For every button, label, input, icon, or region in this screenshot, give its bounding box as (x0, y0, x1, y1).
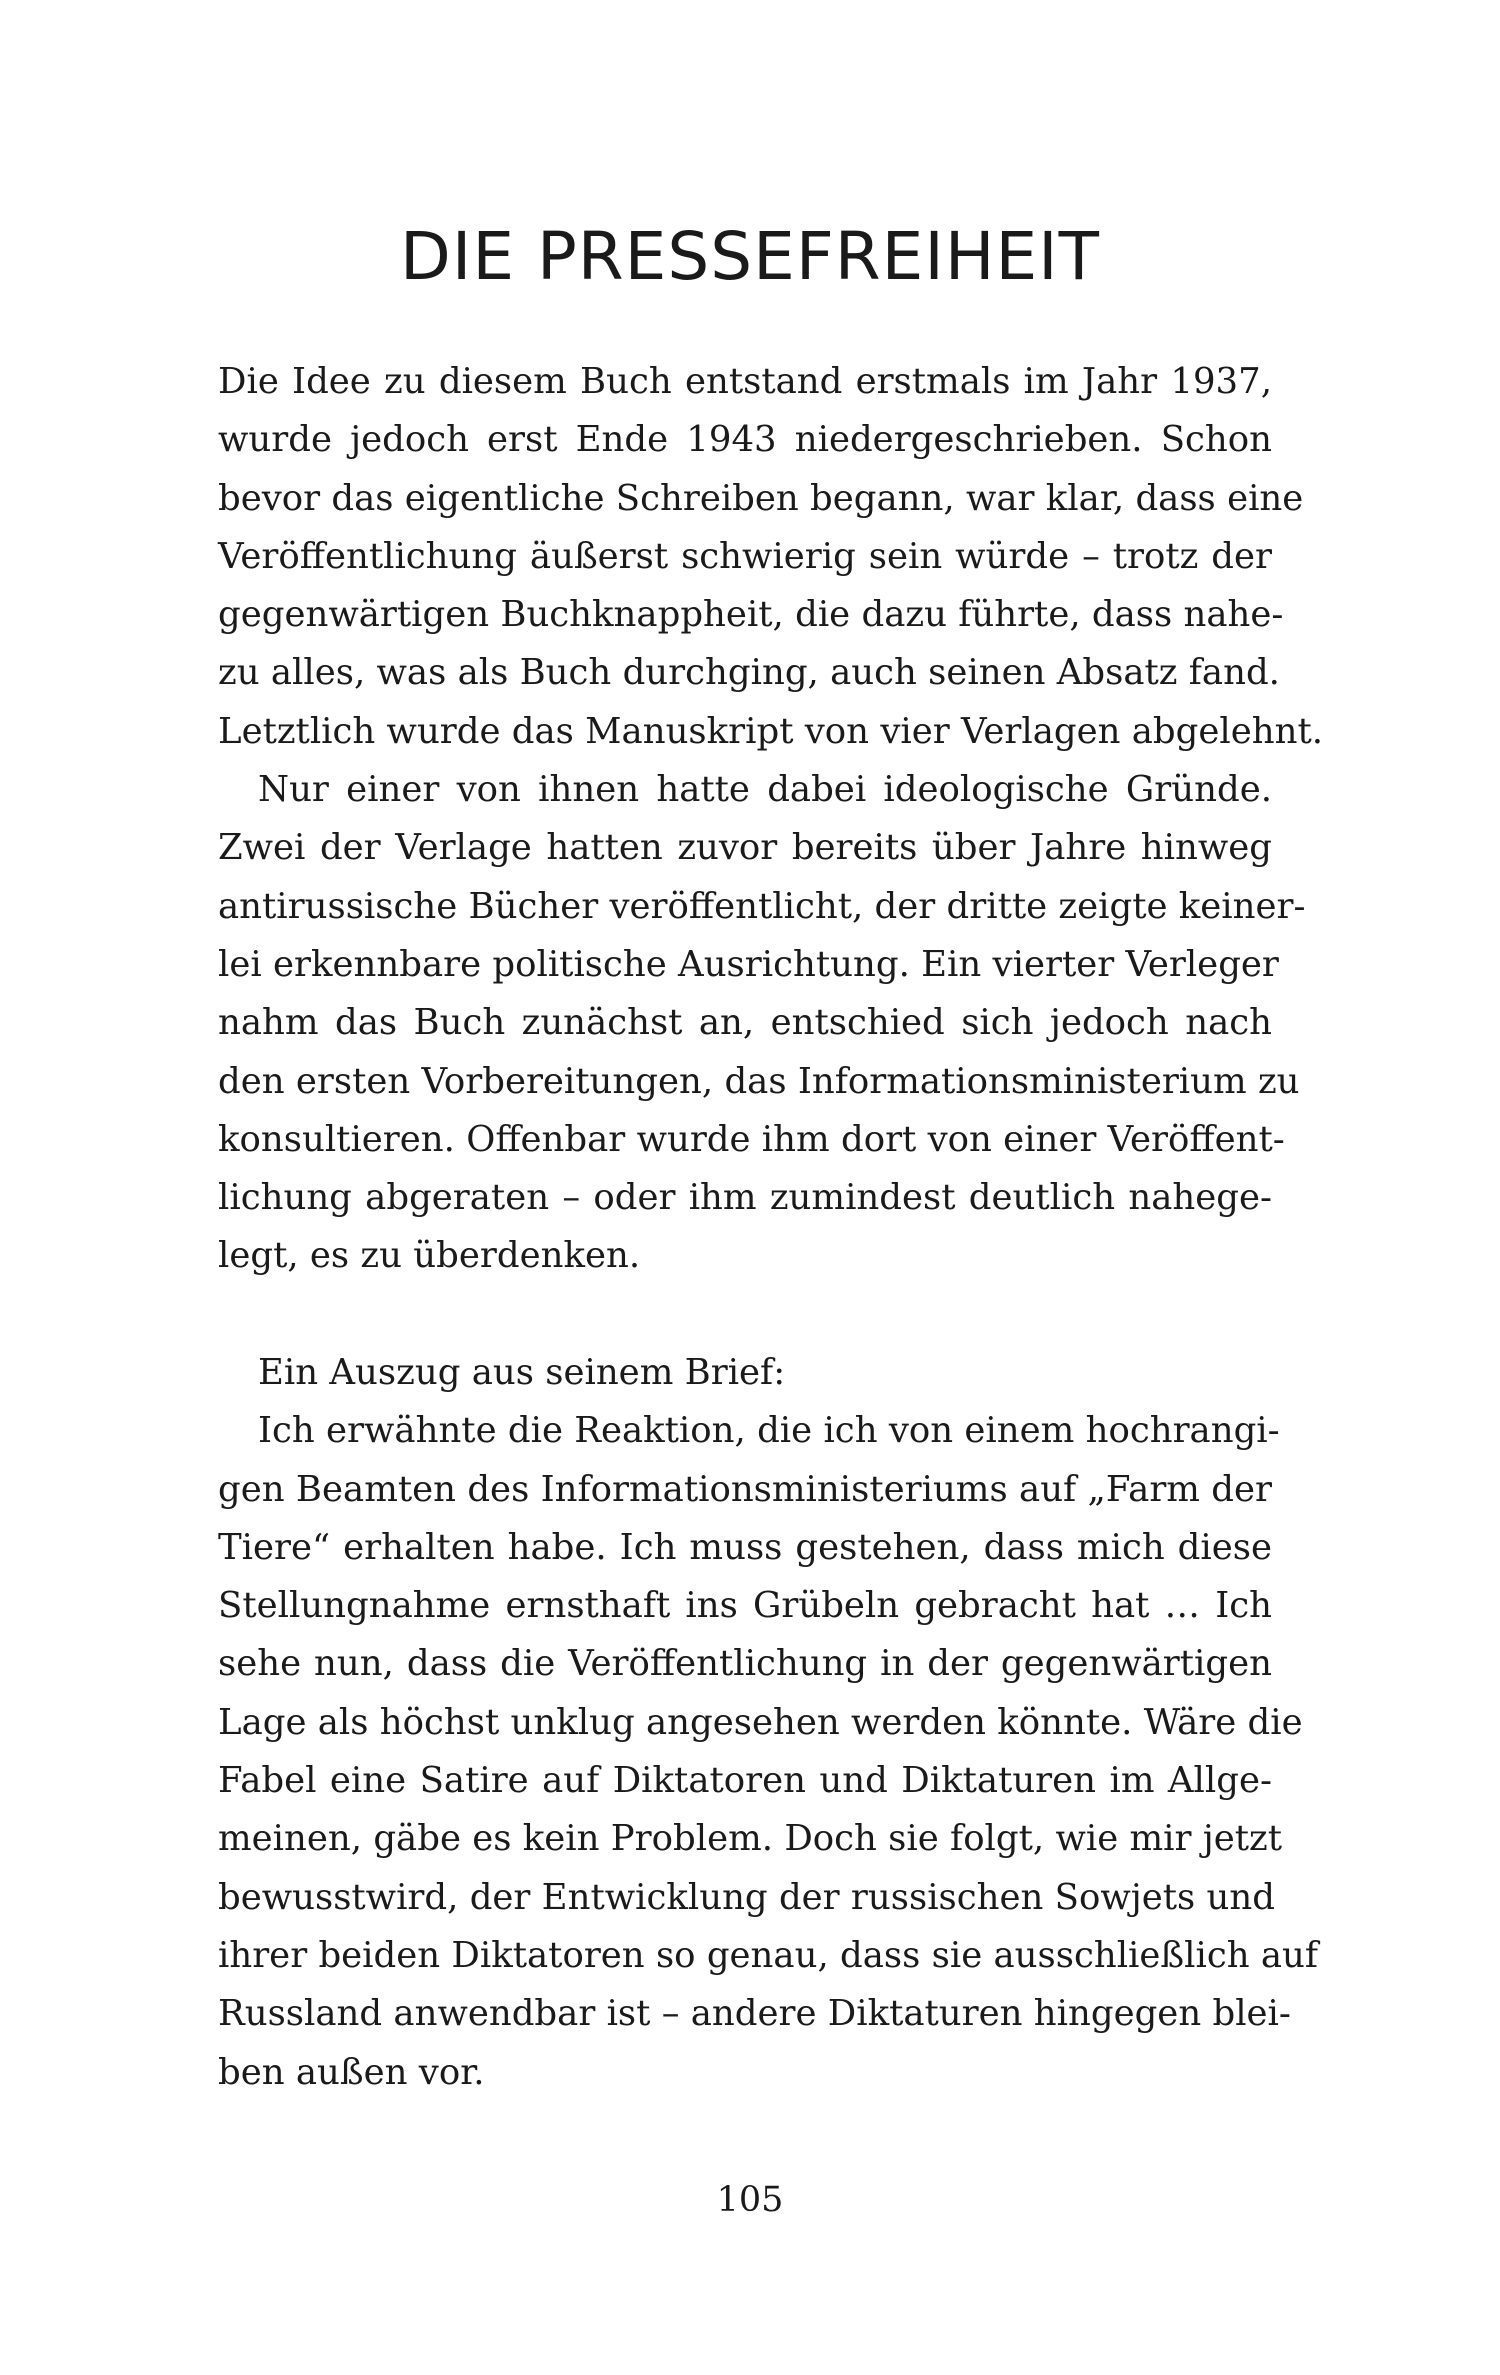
text-line: Fabel eine Satire auf Diktatoren und Diktaturen im Allge- (218, 1760, 1272, 1802)
text-line: antirussische Bücher veröffentlicht, der dritte zeigte keiner- (218, 885, 1306, 927)
text-line: Russland anwendbar ist – andere Diktaturen hingegen blei- (218, 1993, 1291, 2035)
chapter-title: DIE PRESSEFREIHEIT (400, 218, 1100, 295)
text-line: ben außen vor. (218, 2051, 485, 2093)
text-line: ihrer beiden Diktatoren so genau, dass sie ausschließlich auf (218, 1934, 1319, 1976)
text-line: Nur einer von ihnen hatte dabei ideologische Gründe. (258, 769, 1272, 811)
text-line: Stellungnahme ernsthaft ins Grübeln gebracht hat … Ich (218, 1585, 1272, 1627)
text-line: lichung abgeraten – oder ihm zumindest deutlich nahege- (218, 1177, 1272, 1219)
text-line: sehe nun, dass die Veröffentlichung in der gegenwärtigen (218, 1643, 1272, 1685)
text-line: wurde jedoch erst Ende 1943 niedergeschrieben. Schon (218, 419, 1272, 461)
text-line: gen Beamten des Informationsministeriums auf „Farm der (218, 1468, 1272, 1510)
text-line: Veröffentlichung äußerst schwierig sein würde – trotz der (218, 535, 1272, 577)
text-line: konsultieren. Offenbar wurde ihm dort von einer Veröffent- (218, 1118, 1285, 1160)
text-line: bewusstwird, der Entwicklung der russischen Sowjets und (218, 1876, 1275, 1918)
text-line: nahm das Buch zunächst an, entschied sich jedoch nach (218, 1002, 1272, 1044)
text-line: Ein Auszug aus seinem Brief: (258, 1352, 786, 1393)
text-line: Die Idee zu diesem Buch entstand erstmals im Jahr 1937, (218, 361, 1272, 402)
text-line: Letztlich wurde das Manuskript von vier Verlagen abgelehnt. (218, 710, 1324, 752)
text-line: zu alles, was als Buch durchging, auch seinen Absatz fand. (218, 652, 1280, 694)
text-line: den ersten Vorbereitungen, das Informationsministerium zu (218, 1060, 1300, 1102)
text-line: Zwei der Verlage hatten zuvor bereits über Jahre hinweg (218, 827, 1272, 869)
text-line: meinen, gäbe es kein Problem. Doch sie folgt, wie mir jetzt (218, 1818, 1283, 1860)
text-line: Ich erwähnte die Reaktion, die ich von einem hochrangi- (258, 1410, 1280, 1452)
text-line: legt, es zu überdenken. (218, 1235, 641, 1277)
body-section-1 (218, 353, 1324, 1286)
text-line: Tiere“ erhalten habe. Ich muss gestehen, dass mich diese (218, 1526, 1272, 1568)
text-line: lei erkennbare politische Ausrichtung. Ein vierter Verleger (218, 943, 1279, 985)
text-line: bevor das eigentliche Schreiben begann, war klar, dass eine (218, 477, 1304, 519)
text-line: gegenwärtigen Buchknappheit, die dazu führte, dass nahe- (218, 594, 1284, 636)
text-line: Lage als höchst unklug angesehen werden könnte. Wäre die (218, 1701, 1303, 1743)
page-number: 105 (716, 2180, 784, 2220)
body-section-2 (218, 1344, 1319, 2102)
